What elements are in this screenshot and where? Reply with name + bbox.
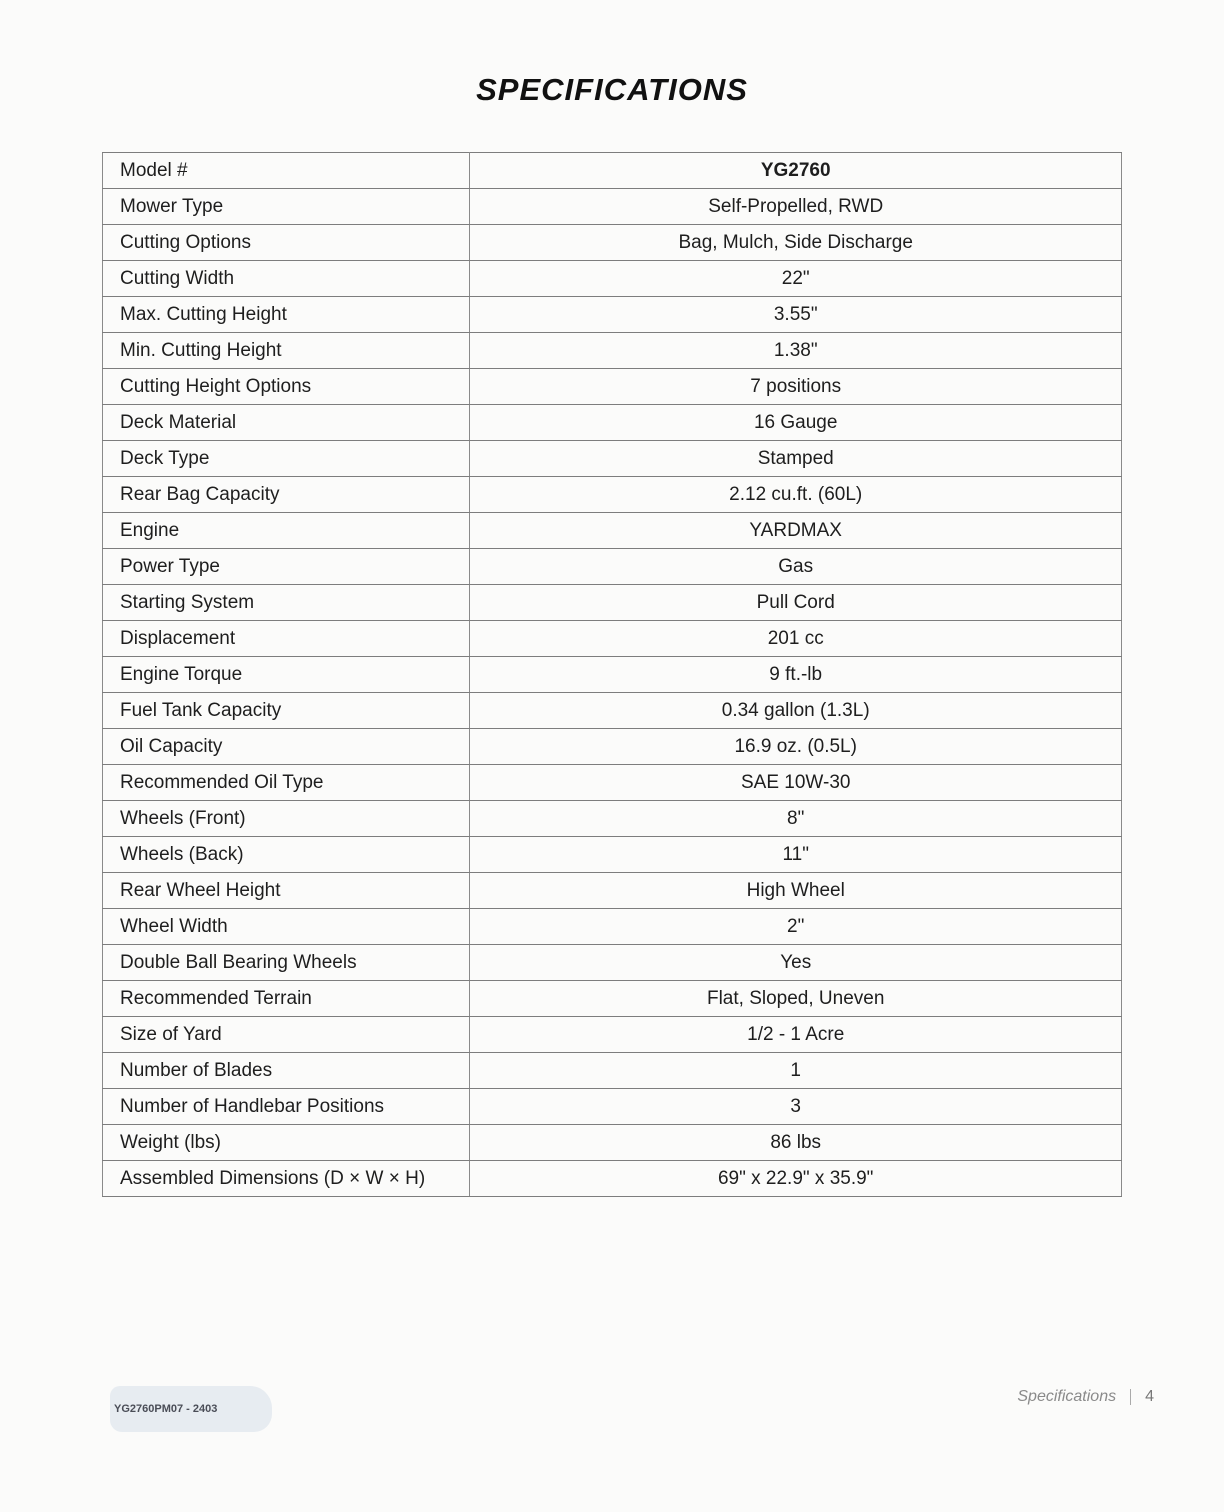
spec-label: Mower Type [103,189,470,225]
spec-row [103,477,1122,513]
spec-label: Number of Handlebar Positions [103,1089,470,1125]
spec-label: Weight (lbs) [103,1125,470,1161]
spec-label: Min. Cutting Height [103,333,470,369]
spec-label: Rear Bag Capacity [103,477,470,513]
spec-label: Cutting Options [103,225,470,261]
spec-label: Engine [103,513,470,549]
spec-value: 0.34 gallon (1.3L) [470,693,1122,729]
document-code: YG2760PM07 - 2403 [110,1386,272,1432]
spec-value: 1.38" [470,333,1122,369]
specifications-table-body [103,153,1122,1197]
spec-row [103,369,1122,405]
spec-value: Bag, Mulch, Side Discharge [470,225,1122,261]
spec-value: 3 [470,1089,1122,1125]
spec-label: Wheels (Front) [103,801,470,837]
spec-row [103,513,1122,549]
spec-label: Fuel Tank Capacity [103,693,470,729]
footer-section-name: Specifications [1017,1388,1117,1405]
spec-label: Displacement [103,621,470,657]
spec-value: 7 positions [470,369,1122,405]
spec-label: Cutting Width [103,261,470,297]
spec-label: Oil Capacity [103,729,470,765]
spec-row [103,225,1122,261]
spec-value: 1 [470,1053,1122,1089]
spec-label: Recommended Oil Type [103,765,470,801]
spec-row [103,765,1122,801]
spec-label: Rear Wheel Height [103,873,470,909]
spec-row [103,981,1122,1017]
spec-row [103,1125,1122,1161]
spec-row [103,909,1122,945]
spec-label: Engine Torque [103,657,470,693]
spec-value: YG2760 [470,153,1122,189]
spec-row [103,657,1122,693]
spec-row [103,1161,1122,1197]
spec-row [103,261,1122,297]
spec-label: Number of Blades [103,1053,470,1089]
spec-value: 16.9 oz. (0.5L) [470,729,1122,765]
spec-value: 69" x 22.9" x 35.9" [470,1161,1122,1197]
spec-row [103,153,1122,189]
spec-row [103,441,1122,477]
spec-row [103,405,1122,441]
spec-row [103,1089,1122,1125]
spec-label: Max. Cutting Height [103,297,470,333]
spec-value: SAE 10W-30 [470,765,1122,801]
spec-row [103,333,1122,369]
spec-value: YARDMAX [470,513,1122,549]
spec-row [103,1053,1122,1089]
spec-value: 1/2 - 1 Acre [470,1017,1122,1053]
spec-label: Power Type [103,549,470,585]
spec-value: 86 lbs [470,1125,1122,1161]
spec-row [103,1017,1122,1053]
spec-value: 2.12 cu.ft. (60L) [470,477,1122,513]
spec-value: Yes [470,945,1122,981]
page-footer [1017,1388,1154,1406]
spec-label: Wheel Width [103,909,470,945]
spec-row [103,621,1122,657]
spec-label: Wheels (Back) [103,837,470,873]
spec-row [103,801,1122,837]
spec-value: 11" [470,837,1122,873]
spec-row [103,693,1122,729]
spec-value: 9 ft.-lb [470,657,1122,693]
spec-value: 2" [470,909,1122,945]
spec-row [103,729,1122,765]
spec-label: Starting System [103,585,470,621]
spec-label: Recommended Terrain [103,981,470,1017]
footer-divider [1130,1389,1131,1405]
spec-row [103,189,1122,225]
spec-label: Model # [103,153,470,189]
spec-value: Self-Propelled, RWD [470,189,1122,225]
spec-label: Assembled Dimensions (D × W × H) [103,1161,470,1197]
spec-value: Flat, Sloped, Uneven [470,981,1122,1017]
spec-value: 201 cc [470,621,1122,657]
spec-value: Stamped [470,441,1122,477]
spec-value: Gas [470,549,1122,585]
spec-row [103,873,1122,909]
spec-value: 22" [470,261,1122,297]
spec-value: 8" [470,801,1122,837]
spec-row [103,585,1122,621]
spec-value: 16 Gauge [470,405,1122,441]
spec-row [103,945,1122,981]
spec-row [103,837,1122,873]
spec-value: Pull Cord [470,585,1122,621]
spec-label: Size of Yard [103,1017,470,1053]
page-number: 4 [1145,1388,1154,1405]
spec-value: 3.55" [470,297,1122,333]
spec-row [103,549,1122,585]
spec-label: Cutting Height Options [103,369,470,405]
specifications-table [102,152,1122,1197]
spec-value: High Wheel [470,873,1122,909]
spec-label: Deck Material [103,405,470,441]
spec-label: Deck Type [103,441,470,477]
spec-label: Double Ball Bearing Wheels [103,945,470,981]
page-title: SPECIFICATIONS [476,72,748,107]
spec-row [103,297,1122,333]
